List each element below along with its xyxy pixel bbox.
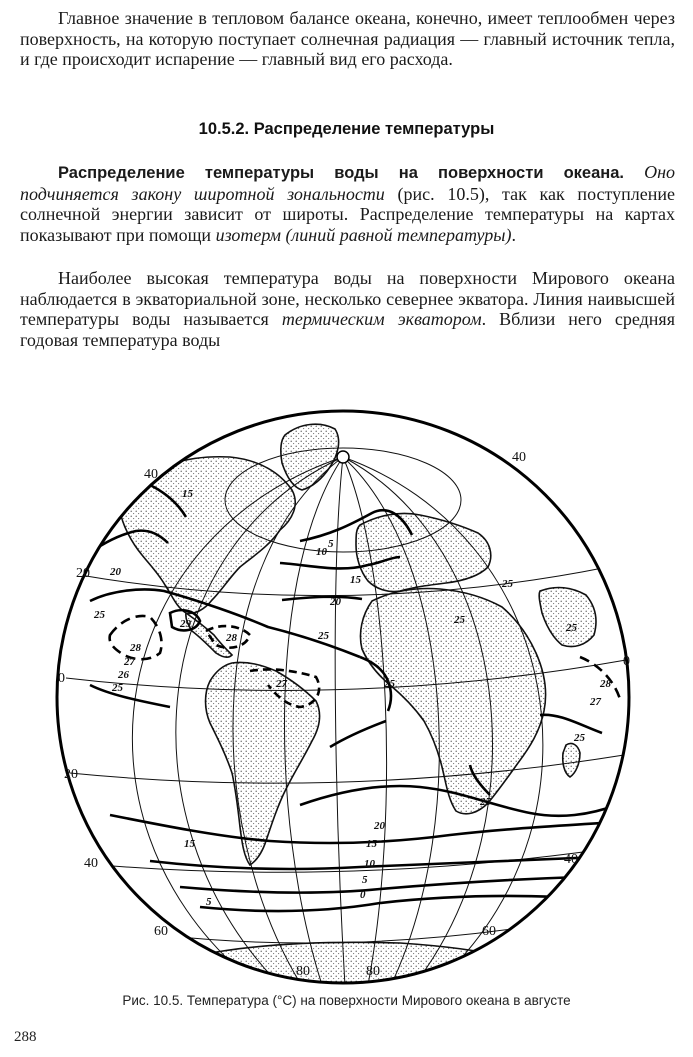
isotherm-label: 15 [184, 838, 195, 850]
paragraph-text: Наиболее высокая температура воды на поверхности Мирового океана наблюдается в экваториальной зоне, несколько севернее экватора. Линия наивысшей температуры воды называется [20, 268, 675, 329]
isotherm-label: 25 [480, 796, 491, 808]
isotherm-label: 25 [454, 614, 465, 626]
isotherm-label: 15 [350, 574, 361, 586]
isotherm-label: 27 [590, 696, 601, 708]
meridian [335, 457, 345, 985]
isotherm-label: 25 [502, 578, 513, 590]
globe-map-svg [0, 395, 693, 985]
page-number: 288 [14, 1029, 37, 1045]
lat-label: 0 [58, 671, 65, 686]
lat-label: 80 [366, 964, 380, 979]
paragraph-text: (рис. 10.5), так как поступление солнечной энергии зависит от широты. Распределение температуры на картах показывают при помощи [20, 183, 675, 245]
isotherm-label: 28 [600, 678, 611, 690]
isotherm-label: 5 [328, 538, 334, 550]
arabia-landmass [539, 588, 596, 647]
isotherm-label: 10 [316, 546, 327, 558]
isotherm-label: 15 [182, 488, 193, 500]
globe-figure [0, 395, 693, 985]
isotherm-label: 25 [384, 678, 395, 690]
isotherm-label: 28 [130, 642, 141, 654]
isotherm-label: 10 [364, 858, 375, 870]
isotherm-label: 27 [276, 678, 287, 690]
paragraph-lead-bold: Распределение температуры воды на поверхности океана. [58, 164, 625, 182]
paragraph-italic-isotherms: изотерм (линий равной температуры) [215, 224, 512, 245]
lat-label: 20 [64, 767, 78, 782]
lat-label: 20 [76, 566, 90, 581]
lat-label: 60 [482, 924, 496, 939]
lat-label: 40 [144, 467, 158, 482]
land-masses [119, 424, 595, 985]
lat-label: 60 [154, 924, 168, 939]
paragraph-heat-balance: Главное значение в тепловом балансе океана, конечно, имеет теплообмен через поверхность, на которую поступает солнечная радиация — главный источник тепла, и где происходит испарение — главный вид его расхода. [20, 8, 675, 69]
paragraph-surface-temperature [20, 162, 675, 245]
isotherm-label: 0 [360, 889, 366, 901]
isotherm-label: 26 [118, 669, 129, 681]
isotherm-label: 25 [574, 732, 585, 744]
lat-label: 40 [84, 856, 98, 871]
isotherm-label: 15 [366, 838, 377, 850]
isotherm-label: 25 [566, 622, 577, 634]
isotherm-label: 27 [124, 656, 135, 668]
lat-label: 40 [512, 450, 526, 465]
paragraph-italic-thermal-equator: термическим экватором [281, 309, 482, 329]
figure-caption: Рис. 10.5. Температура (°С) на поверхности Мирового океана в августе [122, 993, 571, 1008]
lat-label: 0 [623, 654, 630, 669]
section-heading: 10.5.2. Распределение температуры [198, 120, 495, 138]
lat-label: 40 [564, 852, 578, 867]
paragraph-text-end: . [511, 224, 516, 245]
paragraph-text-end: . Вблизи него средняя годовая температура воды [20, 309, 675, 350]
isotherm-10 [150, 857, 600, 869]
isotherm-label: 20 [374, 820, 385, 832]
lat-label: 80 [296, 964, 310, 979]
paragraph-thermal-equator [20, 268, 675, 350]
isotherm-label: 5 [206, 896, 212, 908]
isotherm-label: 25 [94, 609, 105, 621]
isotherm-label: 25 [318, 630, 329, 642]
madagascar-landmass [563, 743, 580, 777]
north-pole-marker [337, 451, 349, 463]
isotherm-25 [90, 685, 170, 707]
isotherm-label: 29 [180, 618, 191, 630]
isotherm-5 [180, 877, 580, 893]
isotherm-label: 25 [112, 682, 123, 694]
isotherm-20 [330, 721, 386, 747]
isotherm-25 [540, 715, 602, 733]
isotherm-label: 20 [110, 566, 121, 578]
paragraph-italic-law: Оно подчиняется закону широтной зональности [20, 162, 676, 204]
isotherm-label: 28 [226, 632, 237, 644]
isotherm-label: 5 [362, 874, 368, 886]
isotherm-label: 20 [330, 596, 341, 608]
